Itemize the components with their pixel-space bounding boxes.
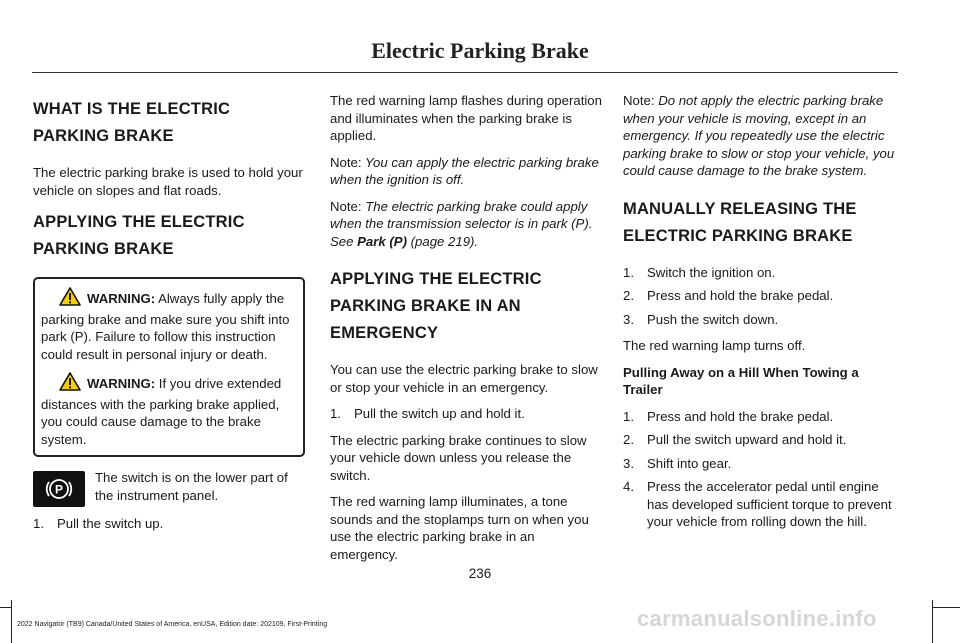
heading-what-is: WHAT IS THE ELECTRIC PARKING BRAKE <box>33 100 231 145</box>
warning-2-text: If you drive extended distances with the parking brake applied, you could cause damage to the brake system. <box>41 376 282 447</box>
warning-triangle-icon <box>59 372 81 396</box>
park-reference-link[interactable]: Park (P) <box>357 233 407 249</box>
page-title: Electric Parking Brake <box>371 38 589 63</box>
stoplamp-paragraph: The red warning lamp illuminates, a tone sounds and the stoplamps turn on when you use the electric parking brake in an emergency. <box>330 494 589 562</box>
warning-1-label: WARNING: <box>87 291 156 306</box>
svg-text:P: P <box>54 482 64 497</box>
crop-mark <box>0 607 12 608</box>
page-number: 236 <box>468 566 492 581</box>
list-item: 1. Press and hold the brake pedal. <box>623 408 834 424</box>
warning-2 <box>41 372 297 448</box>
list-item: 1. Pull the switch up. <box>33 516 164 531</box>
column-3 <box>623 92 898 540</box>
apply-steps <box>33 515 305 533</box>
note-2: Note: The electric parking brake could apply when the transmission selector is in park (P). See Park (P) (page 219). <box>330 198 593 249</box>
watermark: carmanualsonline.info <box>637 606 877 631</box>
heading-manual-release: MANUALLY RELEASING THE ELECTRIC PARKING BRAKE <box>623 199 857 245</box>
crop-mark <box>932 607 960 608</box>
intro-paragraph: The electric parking brake is used to hold your vehicle on slopes and flat roads. <box>33 165 303 198</box>
footer-edition: 2022 Navigator (TB9) Canada/United States of America, enUSA, Edition date: 202109, First-Printing <box>17 621 328 628</box>
warning-triangle-icon <box>59 287 81 311</box>
warning-2-label: WARNING: <box>87 376 156 391</box>
lamp-paragraph: The red warning lamp flashes during operation and illuminates when the parking brake is applied. <box>330 93 602 143</box>
list-item: 1. Switch the ignition on. <box>623 264 776 280</box>
switch-location <box>33 469 305 507</box>
column-1 <box>33 92 305 542</box>
heading-emergency: APPLYING THE ELECTRIC PARKING BRAKE IN AN EMERGENCY <box>330 270 542 342</box>
list-item: 1. Pull the switch up and hold it. <box>330 406 525 421</box>
list-item: 2. Pull the switch upward and hold it. <box>623 432 847 447</box>
list-item: 4. Press the accelerator pedal until engine has developed sufficient torque to prevent your vehicle from rolling down the hill. <box>623 479 892 529</box>
towing-steps <box>623 408 898 531</box>
warning-1-text: Always fully apply the parking brake and make sure you shift into park (P). Failure to follow this instruction could result in personal injury or death. <box>41 291 290 362</box>
header-divider <box>32 72 898 73</box>
towing-subheading: Pulling Away on a Hill When Towing a Trailer <box>623 364 859 397</box>
warning-1 <box>41 287 297 363</box>
emergency-paragraph: You can use the electric parking brake to slow or stop your vehicle in an emergency. <box>330 362 598 395</box>
column-2 <box>330 92 602 572</box>
parking-brake-switch-icon <box>33 471 85 507</box>
lamp-off-paragraph: The red warning lamp turns off. <box>623 338 806 353</box>
list-item: 3. Push the switch down. <box>623 311 779 327</box>
continue-paragraph: The electric parking brake continues to slow your vehicle down unless you release the switch. <box>330 432 587 483</box>
note-1: Note: You can apply the electric parking brake when the ignition is off. <box>330 154 599 187</box>
list-item: 2. Press and hold the brake pedal. <box>623 288 834 303</box>
emergency-steps <box>330 405 602 423</box>
release-steps <box>623 264 898 329</box>
switch-location-text: The switch is on the lower part of the instrument panel. <box>95 470 288 503</box>
warning-box <box>33 277 305 457</box>
heading-applying: APPLYING THE ELECTRIC PARKING BRAKE <box>33 213 245 258</box>
list-item: 3. Shift into gear. <box>623 455 732 471</box>
note-moving: Note: Do not apply the electric parking brake when your vehicle is moving, except in an emergency. If you repeatedly use the electric parking brake to slow or stop your vehicle, you could cause damage to the brake system. <box>623 93 895 178</box>
